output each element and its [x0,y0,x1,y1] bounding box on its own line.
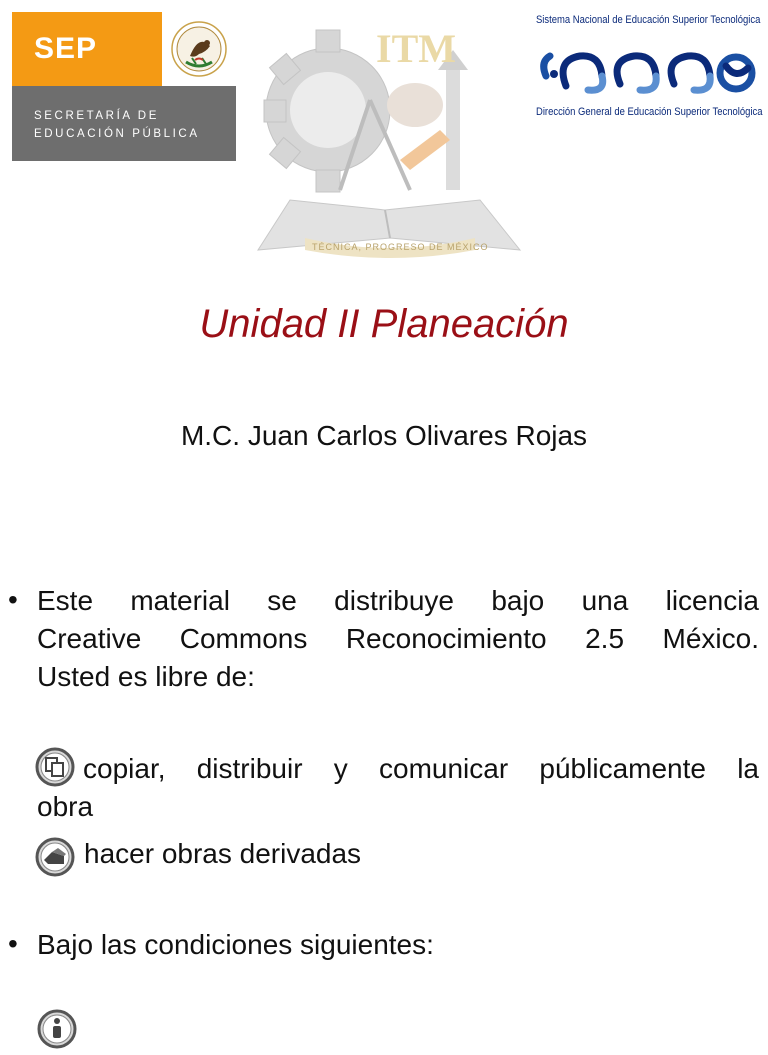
license-line-1: Este material se distribuye bajo una licencia [37,585,759,616]
slide-author: M.C. Juan Carlos Olivares Rojas [180,420,588,451]
share-line-2: obra [37,791,94,822]
sep-line-1: SECRETARÍA DE [34,110,159,122]
itm-motto: TÉCNICA, PROGRESO DE MÉXICO [312,242,489,252]
sep-line-2: EDUCACIÓN PÚBLICA [34,128,200,140]
dgest-swirl-icon [536,36,758,100]
mexico-coat-of-arms-icon [162,12,236,86]
share-text [37,750,759,826]
sep-wordmark: SEP [34,32,98,65]
conditions-text: Bajo las condiciones siguientes: [37,929,434,960]
sep-logo [12,12,236,161]
license-paragraph [37,582,759,696]
share-line-1: copiar, distribuir y comunicar públicamente la [83,753,759,784]
cc-remix-icon [34,836,76,878]
license-line-2: Creative Commons Reconocimiento 2.5 México. [37,623,759,654]
bullet-marker: • [8,584,18,615]
dgest-bottom-text: Dirección General de Educación Superior Tecnológica [536,106,763,118]
itm-logo [250,10,530,260]
cc-attribution-icon [36,1008,78,1050]
remix-text: hacer obras derivadas [84,838,362,869]
license-line-3: Usted es libre de: [37,661,255,692]
slide-title: Unidad II Planeación [199,302,569,346]
bullet-marker: • [8,928,18,959]
dgest-logo [536,12,763,127]
sep-orange-block [12,12,162,86]
dgest-top-text: Sistema Nacional de Educación Superior Tecnológica [536,14,761,26]
sep-grey-block [12,86,236,161]
itm-letters: ITM [376,26,456,71]
